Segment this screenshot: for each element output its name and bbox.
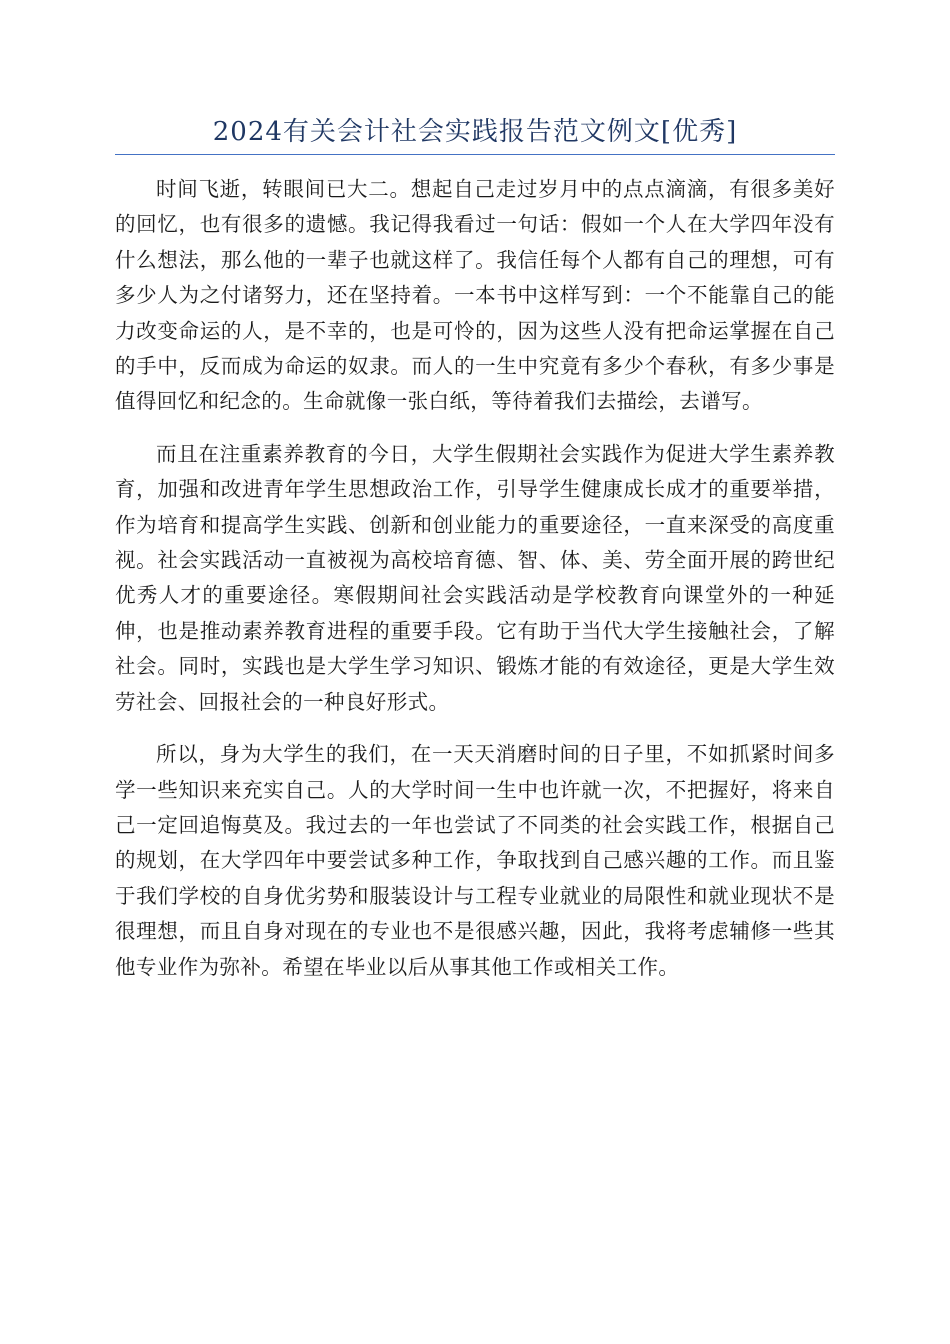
- title-underline: [115, 154, 835, 155]
- paragraph-1: 时间飞逝，转眼间已大二。想起自己走过岁月中的点点滴滴，有很多美好的回忆，也有很多的遗憾。我记得我看过一句话：假如一个人在大学四年没有什么想法，那么他的一辈子也就这样了。我信任每个人都有自己的理想，可有多少人为之付诸努力，还在坚持着。一本书中这样写到：一个不能靠自己的能力改变命运的人，是不幸的，也是可怜的，因为这些人没有把命运掌握在自己的手中，反而成为命运的奴隶。而人的一生中究竟有多少个春秋，有多少事是值得回忆和纪念的。生命就像一张白纸，等待着我们去描绘，去谱写。: [115, 177, 835, 414]
- paragraph-2: 而且在注重素养教育的今日，大学生假期社会实践作为促进大学生素养教育，加强和改进青年学生思想政治工作，引导学生健康成长成才的重要举措，作为培育和提高学生实践、创新和创业能力的重要途径，一直来深受的高度重视。社会实践活动一直被视为高校培育德、智、体、美、劳全面开展的跨世纪优秀人才的重要途径。寒假期间社会实践活动是学校教育向课堂外的一种延伸，也是推动素养教育进程的重要手段。它有助于当代大学生接触社会，了解社会。同时，实践也是大学生学习知识、锻炼才能的有效途径，更是大学生效劳社会、回报社会的一种良好形式。: [115, 441, 835, 714]
- document-title: 2024有关会计社会实践报告范文例文[优秀]: [212, 117, 738, 147]
- paragraph-3: 所以，身为大学生的我们，在一天天消磨时间的日子里，不如抓紧时间多学一些知识来充实自己。人的大学时间一生中也许就一次，不把握好，将来自己一定回追悔莫及。我过去的一年也尝试了不同类的社会实践工作，根据自己的规划，在大学四年中要尝试多种工作，争取找到自己感兴趣的工作。而且鉴于我们学校的自身优劣势和服装设计与工程专业就业的局限性和就业现状不是很理想，而且自身对现在的专业也不是很感兴趣，因此，我将考虑辅修一些其他专业作为弥补。希望在毕业以后从事其他工作或相关工作。: [115, 742, 835, 979]
- document-body: [115, 172, 835, 1002]
